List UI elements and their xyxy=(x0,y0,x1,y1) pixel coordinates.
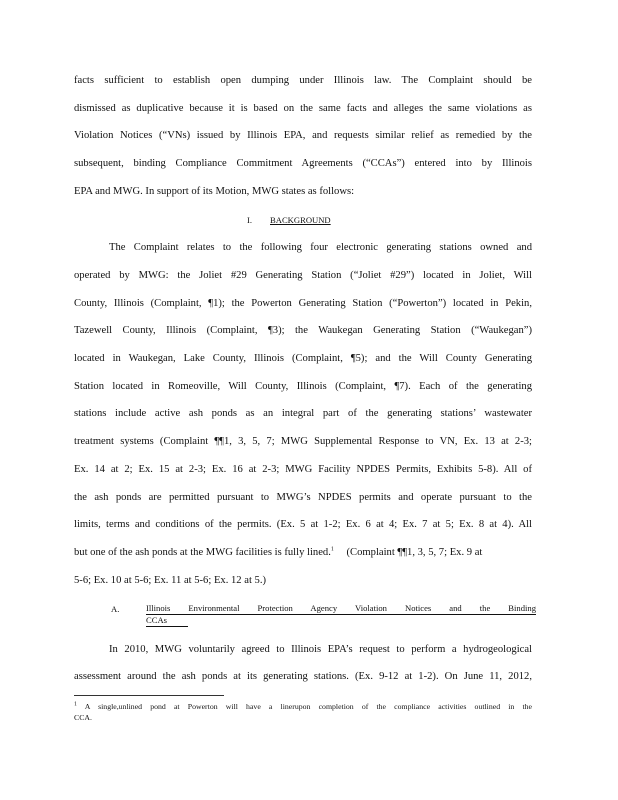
paragraph-2-line: limits, terms and conditions of the permits. (Ex. 5 at 1-2; Ex. 6 at 4; Ex. 7 at 5; Ex. 8 at 4). All xyxy=(74,519,532,530)
paragraph-2-line xyxy=(74,546,532,560)
paragraph-1-line: subsequent, binding Compliance Commitment Agreements (“CCAs”) entered into by Illinois xyxy=(74,158,532,169)
paragraph-1-line: facts sufficient to establish open dumping under Illinois law. The Complaint should be xyxy=(74,75,532,86)
paragraph-2-line: stations include active ash ponds as an integral part of the generating stations’ wastewater xyxy=(74,408,532,419)
section-number: I. xyxy=(247,215,253,225)
subsection-letter: A. xyxy=(111,604,120,614)
paragraph-2-line: 5-6; Ex. 10 at 5-6; Ex. 11 at 5-6; Ex. 12 at 5.) xyxy=(74,575,267,586)
paragraph-3-line: assessment around the ash ponds at its generating stations. (Ex. 9-12 at 1-2). On June 11, 2012, xyxy=(74,671,532,682)
footnote-line: CCA. xyxy=(74,713,92,722)
footnote-line xyxy=(74,702,532,712)
paragraph-2-line: Ex. 14 at 2; Ex. 15 at 2-3; Ex. 16 at 2-3; MWG Facility NPDES Permits, Exhibits 5-8). All of xyxy=(74,464,532,475)
paragraph-1-line: EPA and MWG. In support of its Motion, MWG states as follows: xyxy=(74,186,355,197)
footnote-text: A single,unlined pond at Powerton will have a linerupon completion of the compliance activities outlined in the xyxy=(84,702,532,711)
paragraph-2-line-tail: (Complaint ¶¶1, 3, 5, 7; Ex. 9 at xyxy=(346,547,483,558)
section-title: BACKGROUND xyxy=(270,215,331,225)
paragraph-3-line: In 2010, MWG voluntarily agreed to Illinois EPA’s request to perform a hydrogeological xyxy=(109,644,532,655)
paragraph-2-line: the ash ponds are permitted pursuant to MWG’s NPDES permits and operate pursuant to the xyxy=(74,492,532,503)
paragraph-2-line: located in Waukegan, Lake County, Illinois (Complaint, ¶5); and the Will County Generating xyxy=(74,353,532,364)
footnote-divider xyxy=(74,695,224,696)
footnote-marker: 1 xyxy=(74,701,77,708)
footnote-reference[interactable]: 1 xyxy=(330,546,334,553)
subsection-title: Illinois Environmental Protection Agency Violation Notices and the Binding xyxy=(146,603,536,613)
paragraph-2-line: The Complaint relates to the following four electronic generating stations owned and xyxy=(109,242,532,253)
paragraph-1-line: Violation Notices (“VNs) issued by Illinois EPA, and requests similar relief as remedied by the xyxy=(74,130,532,141)
paragraph-1-line: dismissed as duplicative because it is based on the same facts and alleges the same violations as xyxy=(74,103,532,114)
paragraph-2-line: County, Illinois (Complaint, ¶1); the Powerton Generating Station (“Powerton”) located in Pekin, xyxy=(74,298,532,309)
subsection-title-continued: CCAs xyxy=(146,615,188,627)
paragraph-2-line: treatment systems (Complaint ¶¶1, 3, 5, 7; MWG Supplemental Response to VN, Ex. 13 at 2-3; xyxy=(74,436,532,447)
paragraph-2-line-text: but one of the ash ponds at the MWG facilities is fully lined. xyxy=(74,547,331,558)
paragraph-2-line: operated by MWG: the Joliet #29 Generating Station (“Joliet #29”) located in Joliet, Will xyxy=(74,270,532,281)
paragraph-2-line: Tazewell County, Illinois (Complaint, ¶3); the Waukegan Generating Station (“Waukegan”) xyxy=(74,325,532,336)
paragraph-2-line: Station located in Romeoville, Will County, Illinois (Complaint, ¶7). Each of the generating xyxy=(74,381,532,392)
